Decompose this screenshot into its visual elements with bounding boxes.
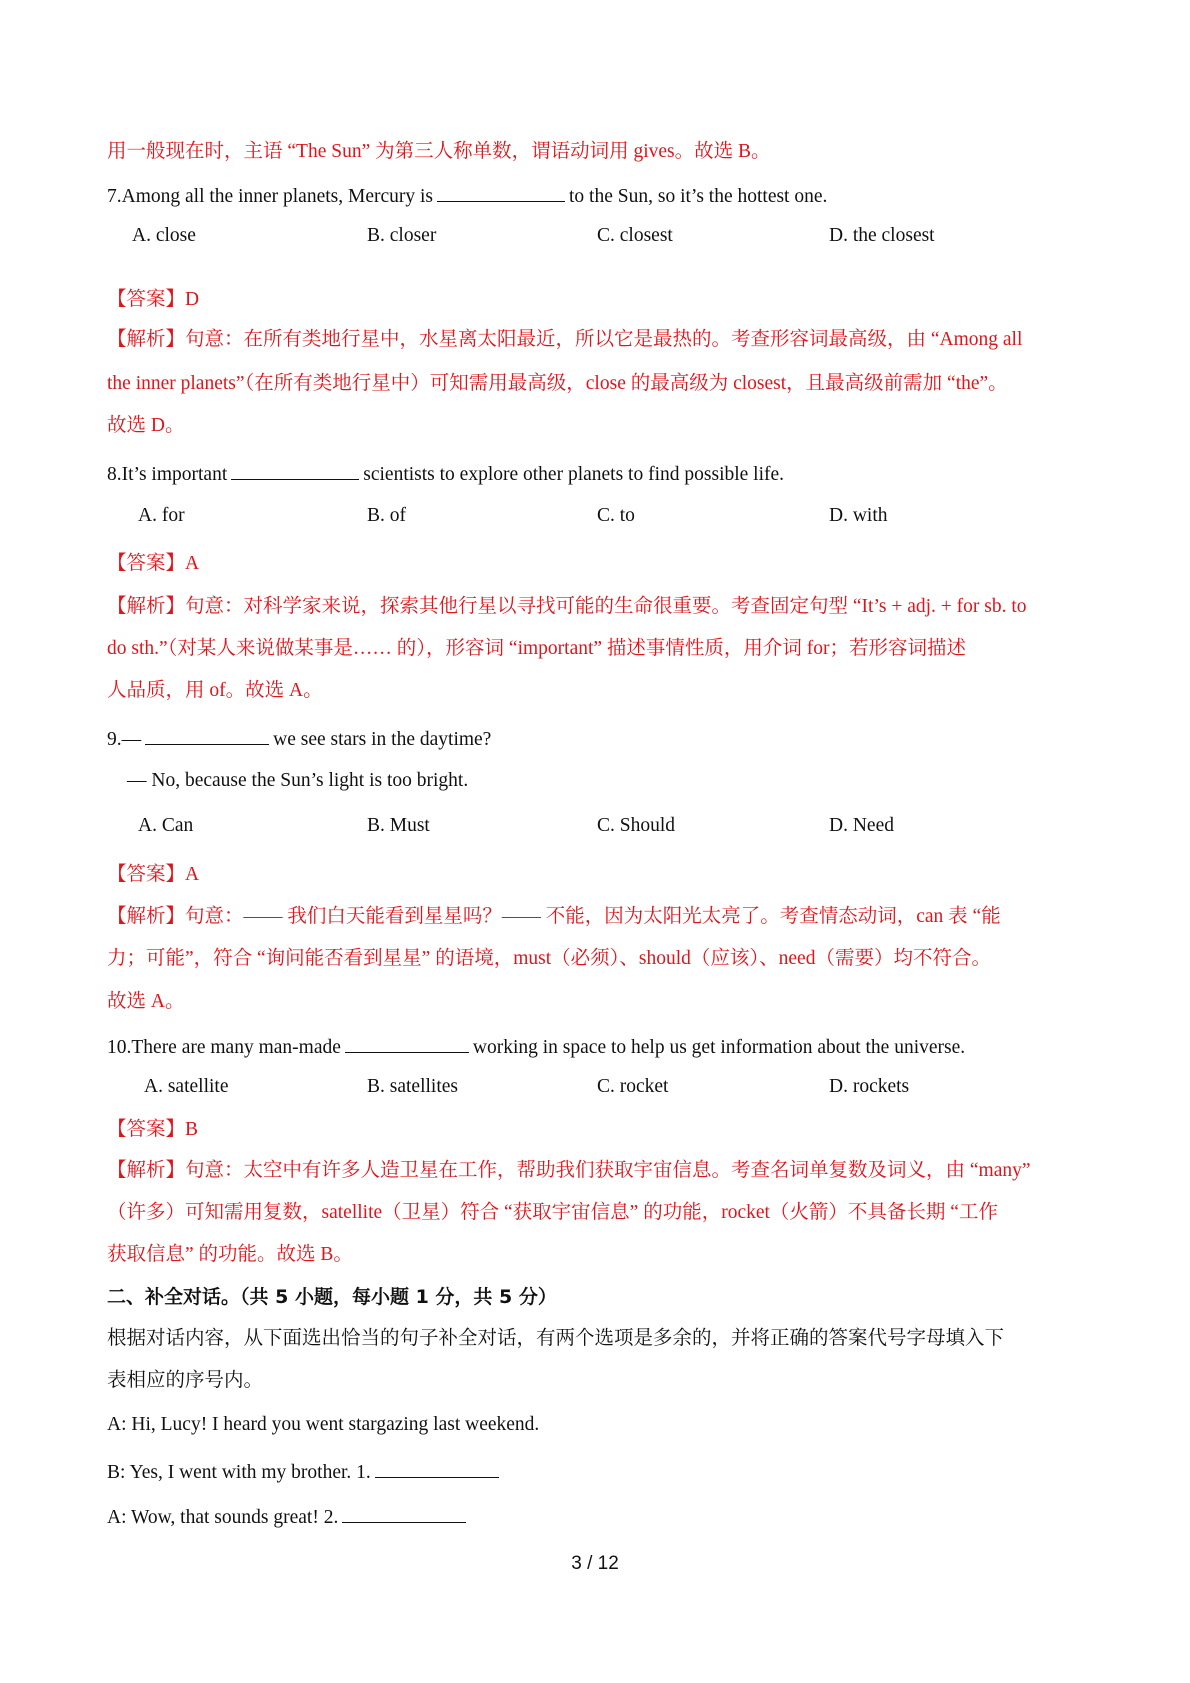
question-10-blank [345, 1032, 469, 1053]
question-8-stem-start: 8.It’s important [107, 464, 228, 485]
dialogue-line-2-text: B: Yes, I went with my brother. 1. [107, 1462, 371, 1483]
q8-explanation-line1: 【解析】句意：对科学家来说，探索其他行星以寻找可能的生命很重要。考查固定句型 “It’s + adj. + for sb. to [107, 596, 1027, 617]
q7-explanation-line2: the inner planets”（在所有类地行星中）可知需用最高级，close 的最高级为 closest，且最高级前需加 “the”。 [107, 373, 1008, 394]
question-9-stem-end: we see stars in the daytime? [273, 729, 492, 750]
q10-answer: 【答案】B [107, 1119, 199, 1140]
q9-option-d: D. Need [829, 815, 894, 836]
q8-answer: 【答案】A [107, 553, 200, 574]
question-8 [107, 459, 784, 488]
dialogue-blank-2 [342, 1502, 466, 1523]
q9-explanation-line2: 力；可能”，符合 “询问能否看到星星” 的语境，must（必须）、should（应该）、need（需要）均不符合。 [107, 948, 991, 969]
question-7 [107, 181, 827, 210]
q10-option-b: B. satellites [367, 1076, 458, 1097]
q9-option-b: B. Must [367, 815, 430, 836]
page-number: 3 / 12 [571, 1553, 619, 1574]
q7-option-d: D. the closest [829, 225, 935, 246]
section-2-instruction-line2: 表相应的序号内。 [107, 1370, 264, 1391]
q7-option-c: C. closest [597, 225, 673, 246]
q7-explanation-line1: 【解析】句意：在所有类地行星中，水星离太阳最近，所以它是最热的。考查形容词最高级，由 “Among all [107, 329, 1023, 350]
q8-option-c: C. to [597, 505, 635, 526]
dialogue-blank-1 [375, 1457, 499, 1478]
question-9 [107, 724, 491, 753]
question-10-stem-start: 10.There are many man-made [107, 1037, 341, 1058]
q7-option-b: B. closer [367, 225, 437, 246]
question-8-blank [231, 459, 359, 480]
question-8-stem-end: scientists to explore other planets to find possible life. [363, 464, 785, 485]
q10-option-c: C. rocket [597, 1076, 669, 1097]
q9-explanation-line3: 故选 A。 [107, 991, 185, 1012]
q10-explanation-line1: 【解析】句意：太空中有许多人造卫星在工作，帮助我们获取宇宙信息。考查名词单复数及词义，由 “many” [107, 1160, 1031, 1181]
q9-explanation-line1: 【解析】句意：—— 我们白天能看到星星吗？—— 不能，因为太阳光太亮了。考查情态动词，can 表 “能 [107, 906, 1001, 927]
question-7-stem-end: to the Sun, so it’s the hottest one. [569, 186, 828, 207]
q9-answer: 【答案】A [107, 864, 200, 885]
q8-option-a: A. for [138, 505, 185, 526]
question-10 [107, 1032, 965, 1061]
q8-option-b: B. of [367, 505, 406, 526]
section-2-title: 二、补全对话。（共 5 小题，每小题 1 分，共 5 分） [107, 1286, 557, 1308]
explanation-tail-q6: 用一般现在时，主语 “The Sun” 为第三人称单数，谓语动词用 gives。故选 B。 [107, 141, 771, 162]
q8-option-d: D. with [829, 505, 888, 526]
q9-option-a: A. Can [138, 815, 194, 836]
question-9-reply: — No, because the Sun’s light is too bright. [127, 770, 469, 791]
dialogue-line-3-text: A: Wow, that sounds great! 2. [107, 1507, 339, 1528]
question-7-blank [437, 181, 565, 202]
q9-option-c: C. Should [597, 815, 676, 836]
dialogue-line-3 [107, 1502, 470, 1531]
dialogue-line-2 [107, 1457, 503, 1486]
question-7-stem-start: 7.Among all the inner planets, Mercury is [107, 186, 434, 207]
question-10-stem-end: working in space to help us get information about the universe. [472, 1037, 966, 1058]
q7-option-a: A. close [132, 225, 196, 246]
q8-explanation-line2: do sth.”（对某人来说做某事是…… 的），形容词 “important” 描述事情性质，用介词 for；若形容词描述 [107, 638, 967, 659]
q8-explanation-line3: 人品质，用 of。故选 A。 [107, 680, 323, 701]
q7-explanation-line3: 故选 D。 [107, 415, 185, 436]
dialogue-line-1: A: Hi, Lucy! I heard you went stargazing last weekend. [107, 1414, 540, 1435]
question-9-blank [145, 724, 269, 745]
section-2-instruction-line1: 根据对话内容，从下面选出恰当的句子补全对话，有两个选项是多余的，并将正确的答案代号字母填入下 [107, 1328, 1005, 1349]
question-9-stem-start: 9.— [107, 729, 142, 750]
q10-option-d: D. rockets [829, 1076, 910, 1097]
q10-option-a: A. satellite [144, 1076, 229, 1097]
q10-explanation-line2: （许多）可知需用复数，satellite（卫星）符合 “获取宇宙信息” 的功能，rocket（火箭）不具备长期 “工作 [107, 1202, 998, 1223]
q10-explanation-line3: 获取信息” 的功能。故选 B。 [107, 1244, 353, 1265]
q7-answer: 【答案】D [107, 289, 200, 310]
